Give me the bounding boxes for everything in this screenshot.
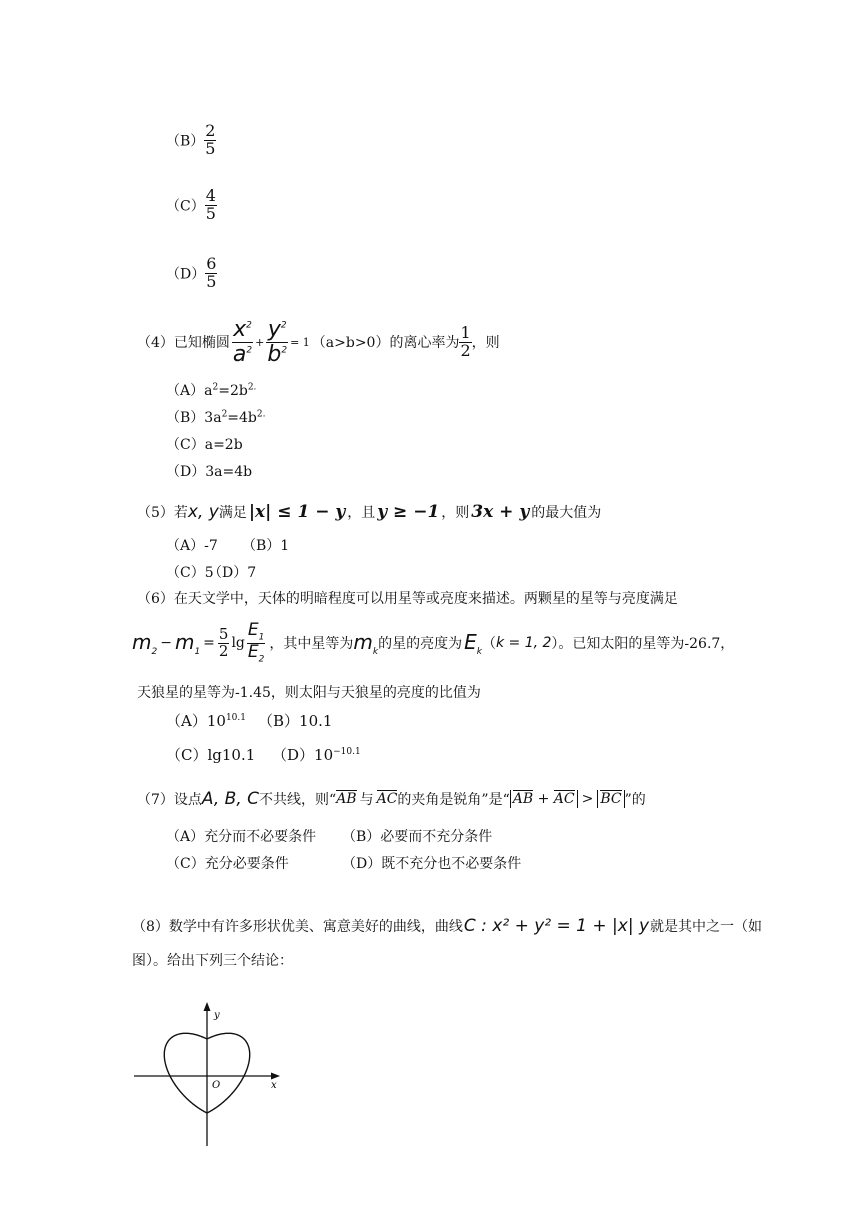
option-label: （C） [166, 437, 205, 453]
q7-options-row-2 [166, 853, 521, 873]
option-label: （A） [166, 383, 205, 399]
q7-text-1: 不共线，则“ [259, 792, 337, 808]
option-text: 10.1 [299, 712, 333, 730]
exp: 2 [246, 345, 253, 356]
heart-curve-figure [128, 998, 288, 1150]
subscript: 1 [258, 632, 265, 643]
q5-options-row-1 [166, 535, 289, 555]
question-number: （4） [137, 335, 174, 351]
exp: 2 [281, 345, 288, 356]
q5-ze: ，则 [441, 505, 470, 521]
numerator: 1 [460, 322, 471, 342]
minus-sign: − [160, 635, 172, 651]
q6-formula-line [132, 620, 734, 666]
option-label: （C） [166, 746, 208, 764]
q4-suffix: ，则 [471, 335, 500, 351]
q7-points: A, B, C [201, 789, 260, 809]
question-number: （5） [137, 505, 174, 521]
e1 [247, 619, 265, 643]
q4-stem [137, 312, 500, 372]
fraction [205, 256, 217, 291]
e2 [247, 643, 265, 665]
option-label: （B） [258, 712, 300, 730]
q6-mid-text-2: 的星的亮度为 [378, 636, 463, 652]
q4-option-b [166, 407, 266, 427]
x-axis-arrow [271, 1073, 280, 1080]
q4-option-c [166, 434, 243, 454]
numerator: 6 [206, 254, 217, 273]
m-var: m [132, 629, 152, 654]
base: 10 [206, 712, 226, 730]
ellipse-equation [232, 318, 310, 365]
exp: 2 [246, 321, 252, 332]
x-axis-label: x [271, 1080, 277, 1091]
e-var: E [247, 619, 259, 640]
greater-than: > [581, 791, 594, 807]
q5-inequality: |x| ≤ 1 − y [248, 502, 346, 522]
q8-line-1 [132, 910, 762, 942]
fraction [204, 123, 216, 158]
m-var: m [174, 629, 195, 654]
k-condition: k = 1, 2 [495, 635, 552, 651]
option-label: （D） [166, 266, 206, 283]
option-text: 3a=4b [205, 464, 253, 480]
option-b: （B）1 [242, 538, 290, 554]
q7-text-2: 的夹角是锐角”是“ [397, 792, 510, 808]
option-c: （C）5 [166, 565, 214, 581]
lg: lg [231, 635, 245, 651]
option-d: （D）既不充分也不必要条件 [342, 856, 522, 872]
q8-text-2: 就是其中之一（如 [650, 919, 763, 935]
q6-line-1: （6）在天文学中，天体的明暗程度可以用星等或亮度来描述。两颗星的星等与亮度满足 [137, 591, 678, 607]
b-sq [266, 342, 288, 366]
y-sq [266, 318, 288, 341]
subscript: 1 [194, 646, 201, 657]
e-ratio [247, 619, 265, 665]
e-var: E [464, 629, 477, 654]
plus-sign: + [255, 335, 265, 349]
vector-ab: AB [336, 791, 357, 808]
option-d [272, 746, 361, 764]
numerator: 5 [218, 624, 229, 643]
option-d: （D）7 [208, 565, 257, 581]
option-text: lg10.1 [207, 746, 256, 764]
option-a [166, 710, 258, 731]
denominator: 5 [205, 203, 216, 223]
q5-options-row-2 [166, 562, 256, 582]
y-over-b [266, 318, 288, 365]
subscript: 2 [151, 646, 158, 657]
denominator: 5 [206, 271, 217, 291]
exp: −10.1 [333, 747, 361, 757]
question-number: （7）设点 [137, 792, 202, 808]
numerator: 2 [205, 121, 216, 140]
option-label: （D） [166, 464, 206, 480]
exp: 10.1 [225, 713, 246, 723]
base: 3a [204, 410, 222, 426]
q5-tail: 的最大值为 [531, 505, 602, 521]
m1 [175, 630, 200, 657]
origin-label: O [212, 1080, 221, 1091]
e-var: E [247, 641, 259, 662]
ek [464, 630, 482, 657]
exp: 2 [212, 382, 219, 393]
denominator: 2 [460, 340, 471, 360]
q4-prefix: 已知椭圆 [173, 335, 230, 351]
q5-ruo: 若 [173, 505, 188, 521]
option-a: （A）-7 [166, 538, 218, 554]
axes [134, 1002, 280, 1146]
x-sq [232, 318, 253, 341]
q6-mid-text: ，其中星等为 [269, 636, 354, 652]
q4-option-d [166, 461, 252, 481]
exp: 2 [280, 321, 287, 332]
equals-sign: = [203, 635, 215, 651]
option-a: （A）充分而不必要条件 [166, 829, 317, 845]
option-b: （B）必要而不充分条件 [342, 829, 493, 845]
vector-bc: BC [600, 791, 622, 808]
base: a [204, 383, 213, 399]
exp: 2 [221, 409, 228, 420]
q3-option-c [166, 188, 217, 223]
mk [353, 630, 378, 657]
vector-ab: AB [512, 791, 534, 808]
fraction [205, 188, 217, 223]
q4-condition: （a>b>0）的离心率为 [311, 335, 460, 351]
base: 10 [314, 746, 334, 764]
option-label: （C） [166, 198, 205, 215]
exp: 2. [247, 382, 257, 393]
paren-open: （ [481, 636, 496, 652]
exp: 2. [256, 409, 266, 420]
q5-stem [137, 496, 601, 528]
q6-options-row-2 [166, 744, 361, 765]
q5-inequality-2: y ≥ −1 [377, 502, 440, 522]
b-var: b [267, 341, 282, 367]
option-label: （B） [166, 410, 205, 426]
subscript: 2 [258, 653, 265, 664]
denominator: 2 [218, 641, 229, 660]
denominator: 5 [205, 138, 216, 158]
option-c: （C）充分必要条件 [166, 856, 289, 872]
option-label: （B） [166, 133, 205, 150]
x-var: x [233, 317, 247, 343]
q8-line-2: 图）。给出下列三个结论： [132, 953, 293, 969]
q5-qie: ，且 [347, 505, 376, 521]
q3-option-d [166, 256, 217, 291]
mid: =2b [218, 383, 248, 399]
q6-options-row-1 [166, 710, 332, 731]
mid: =4b [227, 410, 257, 426]
coefficient [218, 624, 230, 660]
vector-ac: AC [553, 791, 575, 808]
abs-bc [597, 790, 624, 807]
q7-stem [137, 782, 646, 816]
eccentricity [459, 322, 471, 360]
m2 [132, 630, 157, 657]
y-axis-arrow [204, 1002, 211, 1011]
q8-text-1: （8）数学中有许多形状优美、寓意美好的曲线，曲线 [132, 919, 463, 935]
q5-vars: x, y [187, 502, 219, 522]
option-b [258, 712, 332, 730]
q5-expression: 3x + y [471, 502, 530, 522]
y-var: y [267, 317, 281, 343]
q8-curve-equation: C : x² + y² = 1 + |x| y [463, 916, 650, 936]
a-var: a [232, 341, 247, 367]
q7-text-3: ”的 [624, 792, 646, 808]
numerator: 4 [205, 186, 216, 205]
x-over-a [232, 318, 253, 365]
option-label: （A） [166, 712, 207, 730]
abs-ab-plus-ac: AB + AC [510, 790, 578, 807]
q7-yu: 与 [359, 792, 374, 808]
m-var: m [353, 629, 373, 654]
q3-option-b [166, 123, 216, 158]
y-axis-label: y [214, 1010, 220, 1021]
subscript: k [372, 646, 379, 657]
equals-one: = 1 [290, 335, 310, 349]
q5-manzu: 满足 [218, 505, 247, 521]
subscript: k [476, 646, 482, 657]
vector-ac: AC [376, 791, 398, 808]
q7-options-row-1 [166, 826, 492, 846]
q6-line-3: 天狼星的星等为-1.45，则太阳与天狼星的亮度的比值为 [137, 685, 481, 701]
a-sq [232, 342, 253, 366]
q6-sun-text: ）。已知太阳的星等为-26.7， [551, 636, 735, 652]
option-label: （D） [272, 746, 315, 764]
q4-option-a [166, 380, 256, 400]
option-text: a=2b [204, 437, 243, 453]
option-c [166, 744, 272, 765]
